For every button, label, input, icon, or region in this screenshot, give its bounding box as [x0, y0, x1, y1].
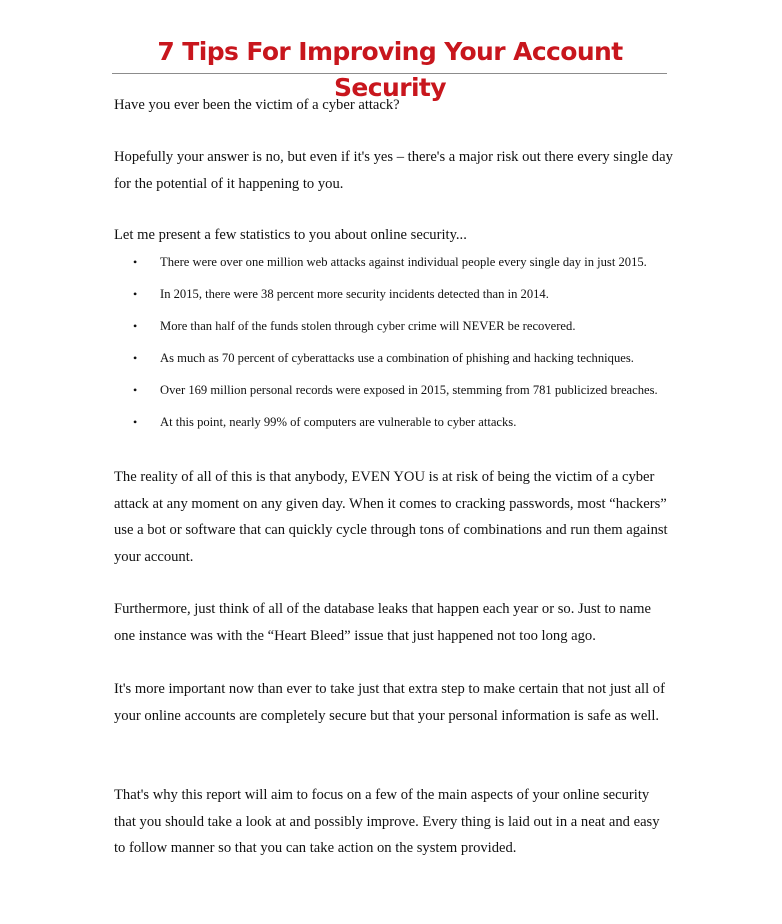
paragraph: That's why this report will aim to focus on a few of the main aspects of your online security that you should take a look at and possibly improve. Every thing is laid out in a neat and easy to follow manner so that you can take action on the system provided. [114, 787, 660, 856]
statistic-text: There were over one million web attacks against individual people every single day in just 2015. [160, 255, 647, 269]
paragraph: It's more important now than ever to take just that extra step to make certain that not just all of your online accounts are completely secure but that your personal information is safe as well. [114, 681, 665, 724]
bullet-icon: • [133, 255, 138, 269]
statistic-text: More than half of the funds stolen through cyber crime will NEVER be recovered. [160, 319, 576, 333]
bullet-icon: • [133, 351, 138, 365]
statistic-text: In 2015, there were 38 percent more security incidents detected than in 2014. [160, 287, 549, 301]
bullet-icon: • [133, 287, 138, 301]
list-item [114, 315, 674, 347]
database-leaks-paragraph [114, 596, 674, 649]
paragraph: Let me present a few statistics to you about online security... [114, 227, 467, 243]
paragraph: The reality of all of this is that anybody, EVEN YOU is at risk of being the victim of a cyber attack at any moment on any given day. When it comes to cracking passwords, most “hackers” use a bot or software that can quickly cycle through tons of combinations and run them against your account. [114, 469, 668, 565]
list-item [114, 251, 674, 283]
report-aim-paragraph [114, 782, 674, 862]
intro-question [114, 92, 674, 119]
document-title: 7 Tips For Improving Your Account Security [157, 37, 623, 102]
bullet-icon: • [133, 319, 138, 333]
list-item [114, 283, 674, 315]
statistics-list [114, 251, 674, 443]
bullet-icon: • [133, 415, 138, 429]
intro-paragraph [114, 144, 674, 197]
statistic-text: As much as 70 percent of cyberattacks use a combination of phishing and hacking techniques. [160, 351, 634, 365]
importance-paragraph [114, 676, 674, 729]
paragraph: Have you ever been the victim of a cyber attack? [114, 97, 400, 113]
list-item [114, 411, 674, 443]
reality-paragraph [114, 464, 674, 570]
list-item [114, 347, 674, 379]
statistic-text: Over 169 million personal records were exposed in 2015, stemming from 781 publicized breaches. [160, 383, 658, 397]
title-divider [112, 73, 667, 74]
statistic-text: At this point, nearly 99% of computers are vulnerable to cyber attacks. [160, 415, 517, 429]
bullet-icon: • [133, 383, 138, 397]
list-item [114, 379, 674, 411]
statistics-lead [114, 222, 674, 249]
paragraph: Hopefully your answer is no, but even if it's yes – there's a major risk out there every single day for the potential of it happening to you. [114, 149, 673, 192]
paragraph: Furthermore, just think of all of the database leaks that happen each year or so. Just to name one instance was with the “Heart Bleed” issue that just happened not too long ago. [114, 601, 651, 644]
